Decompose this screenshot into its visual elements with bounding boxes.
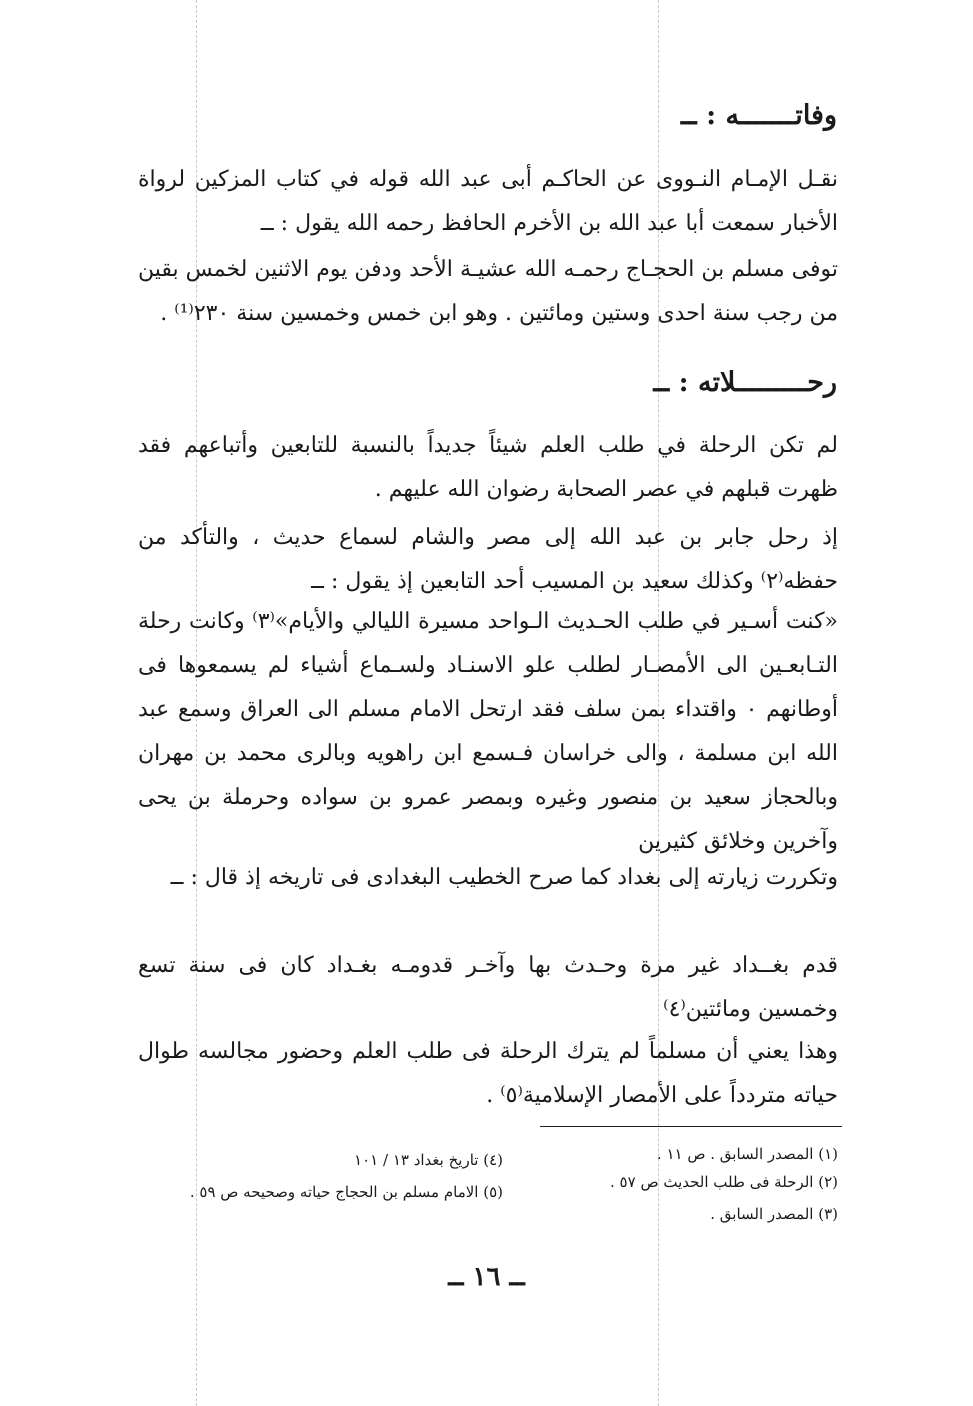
paragraph-text: إذ رحل جابر بن عبد الله إلى مصر والشام لسماع حديث ، والتأكد من حفظه⁽٢⁾ وكذلك سعيد بن المسيب أحد التابعين إذ يقول : ــ	[138, 525, 838, 594]
paragraph-text: نقـل الإمـام النـووى عن الحاكـم أبى عبد الله قوله في كتاب المزكين لرواة الأخبار سمعت أبا عبد الله بن الأخرم الحافظ رحمه الله يقول : ــ	[138, 167, 838, 236]
footnote-5: (٥) الامام مسلم بن الحجاج حياته وصحيحه ص ٥٩ .	[189, 1183, 503, 1201]
heading-death: وفاتـــــــه : ــ	[680, 100, 837, 131]
paragraph-text: وهذا يعني أن مسلماً لم يترك الرحلة فى طلب العلم وحضور مجالسه طوال حياته متردداً على الأمصار الإسلامية⁽٥⁾ .	[138, 1039, 838, 1108]
paragraph-2	[138, 248, 838, 336]
paragraph-7	[138, 944, 838, 1032]
paragraph-text: قدم بغــداد غير مرة وحـدث بها وآخـر قدومـه بغـداد كان فى سنة تسع وخمسين ومائتين⁽٤⁾	[138, 953, 838, 1022]
paragraph-1	[138, 158, 838, 246]
paragraph-text: وتكررت زيارته إلى بغداد كما صرح الخطيب البغدادى فى تاريخه إذ قال : ــ	[170, 865, 838, 890]
footnote-2: (٢) الرحلة فى طلب الحديث ص ٥٧ .	[610, 1173, 838, 1191]
paragraph-text: لم تكن الرحلة في طلب العلم شيئاً جديداً بالنسبة للتابعين وأتباعهم فقد ظهرت قبلهم في عصر الصحابة رضوان الله عليهم .	[138, 433, 838, 502]
paragraph-3	[138, 424, 838, 512]
paragraph-4	[138, 516, 838, 604]
footnote-4: (٤) تاريخ بغداد ١٣ / ١٠١	[354, 1151, 503, 1169]
page-number: ــ ١٦ ــ	[448, 1262, 525, 1292]
footnote-separator	[540, 1126, 842, 1127]
paragraph-8	[138, 1030, 838, 1118]
paragraph-5	[138, 600, 838, 864]
heading-travels: رحـــــــــلاته : ــ	[653, 367, 837, 398]
paragraph-6	[138, 856, 838, 900]
paragraph-text: توفى مسلم بن الحجـاج رحمـه الله عشيـة الأحد ودفن يوم الاثنين لخمس بقين من رجب سنة احدى وستين ومائتين . وهو ابن خمس وخمسين سنة ٢٣٠⁽¹⁾ .	[138, 257, 838, 326]
paragraph-text: «كنت أسـير في طلب الحـديث الـواحد مسيرة الليالي والأيام»⁽٣⁾ وكانت رحلة التـابعـين الى الأمصـار لطلب علو الاسنـاد ولسـماع أشياء لم يسمعوها فى أوطانهم ٠ واقتداء بمن سلف فقد ارتحل الامام مسلم الى العراق وسمع عبد الله ابن مسلمة ، والى خراسان فـسمع ابن راهويه وبالرى محمد بن مهران وبالحجاز سعيد بن منصور وغيره وبمصر عمرو بن سواده وحرملة بن يحى وآخرين وخلائق كثيرين	[138, 609, 839, 854]
footnote-3: (٣) المصدر السابق .	[710, 1205, 838, 1223]
footnote-1: (١) المصدر السابق . ص ١١ .	[656, 1145, 838, 1163]
